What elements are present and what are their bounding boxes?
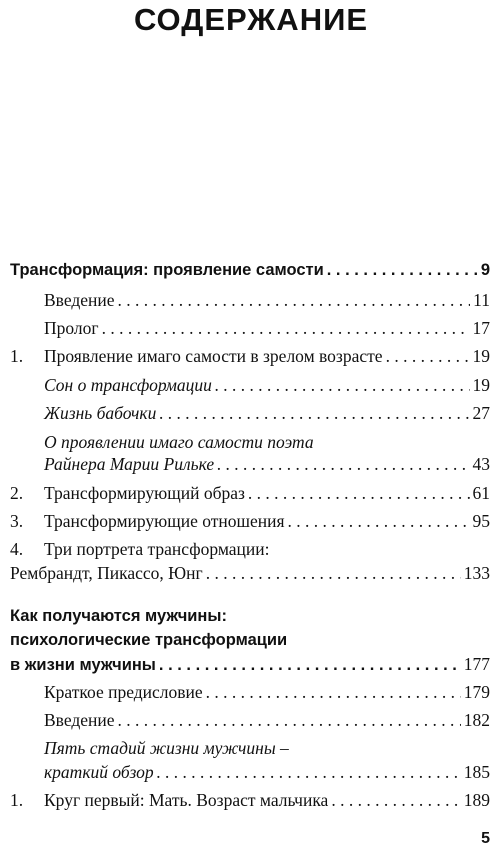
leader-dots — [248, 485, 470, 503]
part-heading-2[interactable] — [10, 656, 490, 674]
chapter-number: 1. — [10, 790, 24, 810]
page-number: 27 — [472, 403, 490, 423]
leader-dots — [206, 565, 461, 583]
chapter-number: 1. — [10, 346, 24, 366]
toc-entry[interactable] — [44, 764, 490, 782]
leader-dots — [159, 405, 469, 423]
leader-dots — [159, 657, 461, 674]
entry-title: Жизнь бабочки — [44, 403, 157, 423]
part-heading-1[interactable] — [10, 262, 490, 279]
entry-title: Проявление имаго самости в зрелом возрасте — [44, 346, 383, 366]
leader-dots — [102, 320, 470, 338]
entry-title: Пролог — [44, 318, 99, 338]
toc-entry[interactable] — [10, 565, 490, 583]
entry-title: Введение — [44, 710, 115, 730]
entry-title: Трансформирующий образ — [44, 483, 245, 503]
toc-entry[interactable] — [44, 456, 490, 474]
toc-entry[interactable] — [44, 377, 490, 395]
entry-title: Краткое предисловие — [44, 682, 203, 702]
chapter-number: 3. — [10, 511, 24, 531]
leader-dots — [118, 712, 461, 730]
toc-entry[interactable] — [44, 292, 490, 310]
entry-title: краткий обзор — [44, 762, 154, 782]
toc-entry[interactable] — [44, 712, 490, 730]
entry-title: Райнера Марии Рильке — [44, 454, 215, 474]
toc-entry[interactable] — [44, 320, 490, 338]
page-number: 43 — [472, 454, 490, 474]
page-number: 61 — [472, 483, 490, 503]
chapter-number: 4. — [10, 539, 24, 559]
chapter-number: 2. — [10, 483, 24, 503]
leader-dots — [206, 684, 461, 702]
page-number: 182 — [463, 710, 490, 730]
leader-dots — [327, 262, 478, 279]
page-number: 19 — [472, 346, 490, 366]
entry-title-line: Три портрета трансформации: — [44, 539, 270, 559]
part-title: Трансформация: проявление самости — [10, 261, 324, 279]
part-title-line: психологические трансформации — [10, 631, 288, 649]
toc-entry[interactable] — [10, 511, 490, 531]
entry-title-line: Пять стадий жизни мужчины – — [44, 738, 289, 758]
page-number: 11 — [473, 290, 490, 310]
page-number: 133 — [463, 563, 490, 583]
entry-title: Сон о трансформации — [44, 375, 212, 395]
toc-entry[interactable] — [44, 405, 490, 423]
toc-entry[interactable] — [10, 483, 490, 503]
toc-entry[interactable] — [10, 346, 490, 366]
page-number: 9 — [480, 261, 490, 279]
page-number: 17 — [472, 318, 490, 338]
leader-dots — [288, 513, 470, 531]
entry-title: Круг первый: Мать. Возраст мальчика — [44, 790, 329, 810]
part-title: в жизни мужчины — [10, 656, 156, 674]
part-title-line: Как получаются мужчины: — [10, 607, 227, 625]
leader-dots — [118, 292, 471, 310]
entry-title-line: О проявлении имаго самости поэта — [44, 432, 314, 452]
entry-title: Рембрандт, Пикассо, Юнг — [10, 563, 203, 583]
page-number: 177 — [463, 654, 490, 674]
toc-entry[interactable] — [44, 684, 490, 702]
leader-dots — [157, 764, 461, 782]
leader-dots — [217, 456, 469, 474]
page-number: 179 — [463, 682, 490, 702]
entry-title: Введение — [44, 290, 115, 310]
toc-entry[interactable] — [10, 790, 490, 810]
leader-dots — [215, 377, 470, 395]
page-number: 189 — [463, 790, 490, 810]
page-title: СОДЕРЖАНИЕ — [133, 2, 369, 37]
page-number: 185 — [463, 762, 490, 782]
leader-dots — [386, 348, 470, 366]
page-number: 19 — [472, 375, 490, 395]
page-number: 95 — [472, 511, 490, 531]
page-folio: 5 — [481, 830, 490, 847]
leader-dots — [331, 792, 460, 810]
entry-title: Трансформирующие отношения — [44, 511, 285, 531]
